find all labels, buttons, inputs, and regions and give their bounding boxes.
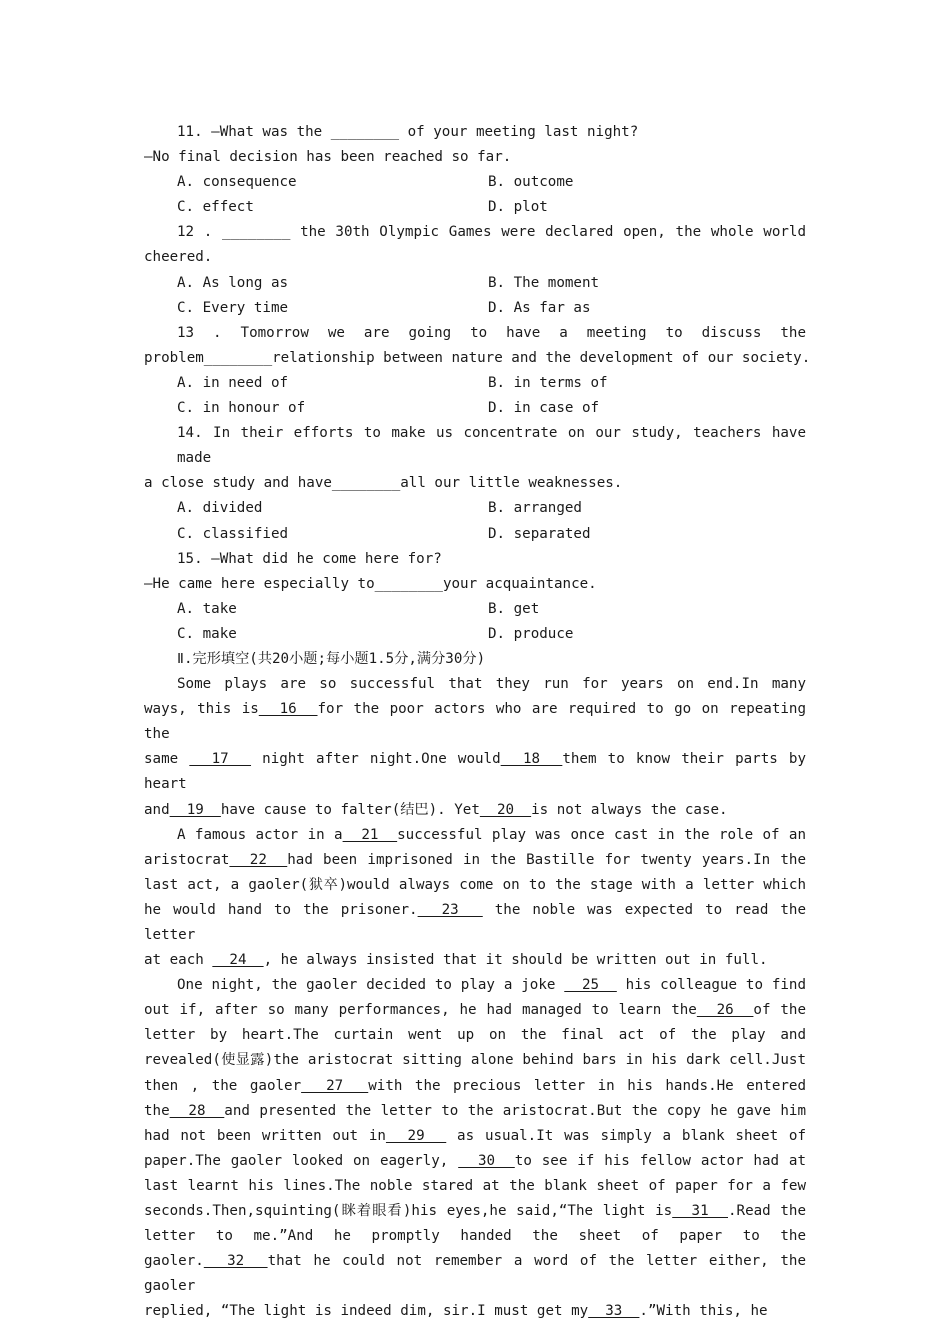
option-row [144, 496, 806, 521]
passage-line: seconds.Then,squinting(眯着眼看)his eyes,he said,“The light is 31 .Read the [144, 1203, 807, 1220]
passage-line: letter to me.”And he promptly handed the sheet of paper to the [144, 1228, 806, 1245]
answer-option: B. The moment [488, 274, 600, 291]
option-row [144, 296, 806, 321]
cloze-blank: 27 [301, 1077, 369, 1094]
option-row [144, 622, 806, 647]
answer-option: A. in need of [177, 374, 289, 391]
option-row [144, 597, 806, 622]
passage-line: A famous actor in a 21 successful play was once cast in the role of an [177, 826, 806, 843]
cloze-blank: 26 [696, 1002, 754, 1019]
question-stem-line: 13 . Tomorrow we are going to have a meeting to discuss the [177, 324, 806, 341]
question-stem-line: cheered. [144, 249, 213, 266]
answer-option: D. in case of [488, 400, 600, 417]
question-stem-line: 12 . ________ the 30th Olympic Games were declared open, the whole world [177, 224, 806, 241]
answer-option: D. produce [488, 625, 574, 642]
passage-line: at each 24 , he always insisted that it should be written out in full. [144, 952, 768, 969]
question-stem-line: 15. —What did he come here for? [177, 550, 442, 567]
option-row [144, 271, 806, 296]
cloze-blank: 28 [169, 1102, 225, 1119]
passage-line: the 28 and presented the letter to the aristocrat.But the copy he gave him [144, 1102, 806, 1119]
cloze-blank: 32 [203, 1253, 268, 1270]
cloze-blank: 17 [189, 751, 252, 768]
passage-line: had not been written out in 29 as usual.It was simply a blank sheet of [144, 1127, 807, 1144]
answer-option: C. effect [177, 199, 254, 216]
cloze-blank: 22 [229, 851, 288, 868]
answer-option: D. separated [488, 525, 591, 542]
answer-option: A. consequence [177, 174, 297, 191]
question-stem-line: a close study and have________all our little weaknesses. [144, 475, 623, 492]
passage-line: then , the gaoler 27 with the precious letter in his hands.He entered [144, 1077, 806, 1094]
passage-line: ways, this is 16 for the poor actors who are required to go on repeating the [144, 701, 806, 743]
cloze-blank: 18 [500, 751, 563, 768]
cloze-blank: 24 [212, 952, 264, 969]
answer-option: B. outcome [488, 174, 574, 191]
option-row [144, 371, 806, 396]
cloze-blank: 19 [169, 801, 221, 818]
cloze-blank: 25 [564, 977, 617, 994]
passage-line: last learnt his lines.The noble stared at the blank sheet of paper for a few [144, 1177, 806, 1194]
answer-option: D. plot [488, 199, 548, 216]
answer-option: B. in terms of [488, 374, 608, 391]
answer-option: D. As far as [488, 299, 591, 316]
cloze-blank: 16 [258, 701, 318, 718]
passage-line: same 17 night after night.One would 18 them to know their parts by heart [144, 751, 807, 793]
question-list [144, 120, 811, 647]
answer-option: A. take [177, 600, 237, 617]
passage-line: aristocrat 22 had been imprisoned in the Bastille for twenty years.In the [144, 851, 806, 868]
passage-line: he would hand to the prisoner. 23 the noble was expected to read the letter [144, 901, 807, 943]
cloze-blank: 23 [417, 901, 483, 918]
passage-line: Some plays are so successful that they run for years on end.In many [177, 676, 806, 693]
cloze-blank: 21 [342, 826, 398, 843]
question-stem-line: 11. —What was the ________ of your meeting last night? [177, 124, 639, 140]
question-stem-line: —No final decision has been reached so far. [144, 149, 512, 166]
answer-option: C. classified [177, 525, 289, 542]
exam-page [144, 120, 811, 1325]
answer-option: C. make [177, 625, 237, 642]
passage-line: gaoler. 32 that he could not remember a word of the letter either, the gaoler [144, 1253, 806, 1295]
section-heading: Ⅱ.完形填空(共20小题;每小题1.5分,满分30分) [177, 650, 486, 667]
answer-option: A. divided [177, 500, 263, 517]
passage-line: out if, after so many performances, he had managed to learn the 26 of the [144, 1002, 807, 1019]
cloze-blank: 30 [458, 1152, 515, 1169]
passage-line: letter by heart.The curtain went up on the final act of the play and [144, 1027, 806, 1044]
answer-option: C. Every time [177, 299, 289, 316]
passage-line: and 19 have cause to falter(结巴). Yet 20 is not always the case. [144, 801, 728, 818]
option-row [144, 170, 806, 195]
answer-option: B. get [488, 600, 540, 617]
cloze-passage [144, 672, 806, 1324]
cloze-blank: 31 [672, 1203, 728, 1220]
question-stem-line: 14. In their efforts to make us concentrate on our study, teachers have made [177, 425, 806, 467]
question-stem-line: —He came here especially to________your acquaintance. [144, 575, 597, 592]
answer-option: B. arranged [488, 500, 582, 517]
option-row [144, 522, 806, 547]
passage-line: revealed(使显露)the aristocrat sitting alone behind bars in his dark cell.Just [144, 1052, 806, 1069]
answer-option: A. As long as [177, 274, 289, 291]
question-stem-line: problem________relationship between nature and the development of our society. [144, 349, 811, 366]
option-row [144, 195, 806, 220]
passage-line: last act, a gaoler(狱卒)would always come on to the stage with a letter which [144, 876, 806, 893]
answer-option: C. in honour of [177, 400, 306, 417]
cloze-blank: 20 [479, 801, 532, 818]
passage-line: paper.The gaoler looked on eagerly, 30 to see if his fellow actor had at [144, 1152, 807, 1169]
cloze-blank: 29 [385, 1127, 447, 1144]
passage-line: replied, “The light is indeed dim, sir.I must get my 33 .”With this, he [144, 1303, 768, 1320]
cloze-blank: 33 [588, 1303, 640, 1320]
passage-line: One night, the gaoler decided to play a joke 25 his colleague to find [177, 977, 807, 994]
option-row [144, 396, 806, 421]
